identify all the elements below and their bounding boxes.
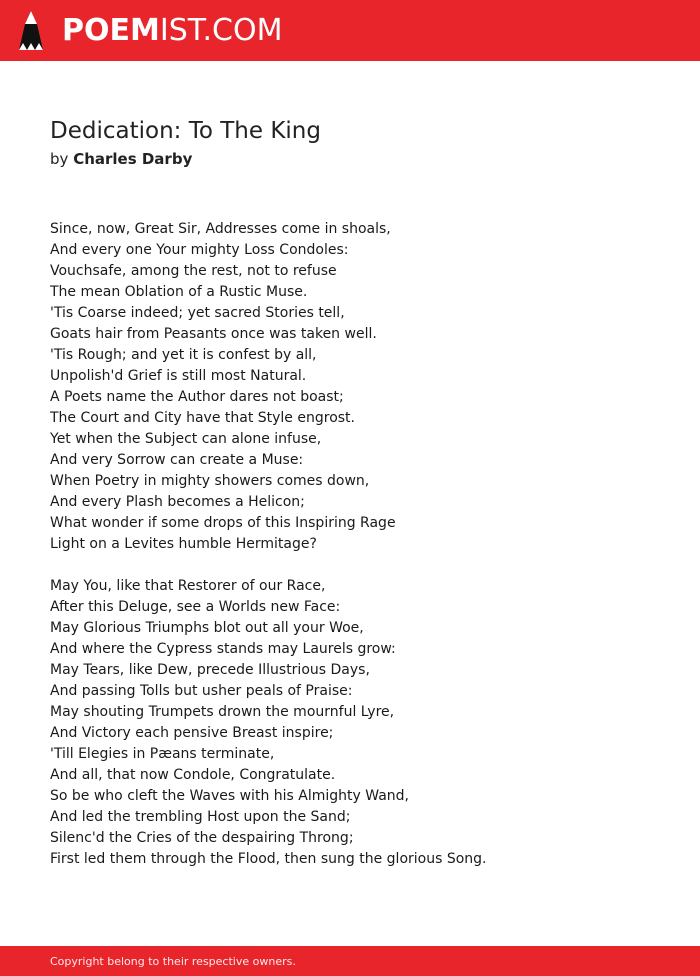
author-name: Charles Darby [73,150,193,168]
poem-line: First led them through the Flood, then sung the glorious Song. [50,851,487,867]
poem-line: And passing Tolls but usher peals of Praise: [50,683,353,699]
logo-text-light: IST.COM [159,13,283,48]
poem-line: And Victory each pensive Breast inspire; [50,725,334,741]
poem-line: And led the trembling Host upon the Sand; [50,809,351,825]
poem-line: And where the Cypress stands may Laurels grow: [50,641,396,657]
poem-line: 'Tis Rough; and yet it is confest by all, [50,347,317,363]
poem-line: Since, now, Great Sir, Addresses come in shoals, [50,221,391,237]
site-footer [0,946,700,976]
poem-line: Vouchsafe, among the rest, not to refuse [50,263,337,279]
poem-line: 'Tis Coarse indeed; yet sacred Stories tell, [50,305,345,321]
site-logo[interactable] [62,13,282,49]
stanza-2 [50,576,670,870]
poem-line: What wonder if some drops of this Inspiring Rage [50,515,396,531]
poem-line: And all, that now Condole, Congratulate. [50,767,336,783]
poem-line: Yet when the Subject can alone infuse, [50,431,322,447]
poem-line: Unpolish'd Grief is still most Natural. [50,368,307,384]
logo-text-strong: POEM [62,13,160,48]
poem-line: So be who cleft the Waves with his Almighty Wand, [50,788,409,804]
site-header [0,0,700,61]
poem-line: The mean Oblation of a Rustic Muse. [50,284,308,300]
poem-line: Light on a Levites humble Hermitage? [50,536,317,552]
poem-line: May shouting Trumpets drown the mournful Lyre, [50,704,395,720]
stanza-1 [50,219,670,555]
poem-line: May Glorious Triumphs blot out all your Woe, [50,620,364,636]
poem-line: May You, like that Restorer of our Race, [50,578,326,594]
copyright-notice: Copyright belong to their respective owners. [50,955,296,968]
pen-nib-icon [18,10,44,52]
poem-line: When Poetry in mighty showers comes down, [50,473,370,489]
poem-title: Dedication: To The King [50,118,321,144]
poem-line: Silenc'd the Cries of the despairing Throng; [50,830,354,846]
poem-body [50,219,670,891]
poem-line: And very Sorrow can create a Muse: [50,452,304,468]
poem-line: Goats hair from Peasants once was taken well. [50,326,377,342]
poem-line: 'Till Elegies in Pæans terminate, [50,746,275,762]
byline [50,149,192,169]
poem-line: A Poets name the Author dares not boast; [50,389,344,405]
poem-line: And every Plash becomes a Helicon; [50,494,305,510]
poem-line: After this Deluge, see a Worlds new Face: [50,599,341,615]
poem-line: And every one Your mighty Loss Condoles: [50,242,349,258]
poem-line: The Court and City have that Style engrost. [50,410,355,426]
by-label: by [50,150,69,168]
poem-line: May Tears, like Dew, precede Illustrious Days, [50,662,370,678]
